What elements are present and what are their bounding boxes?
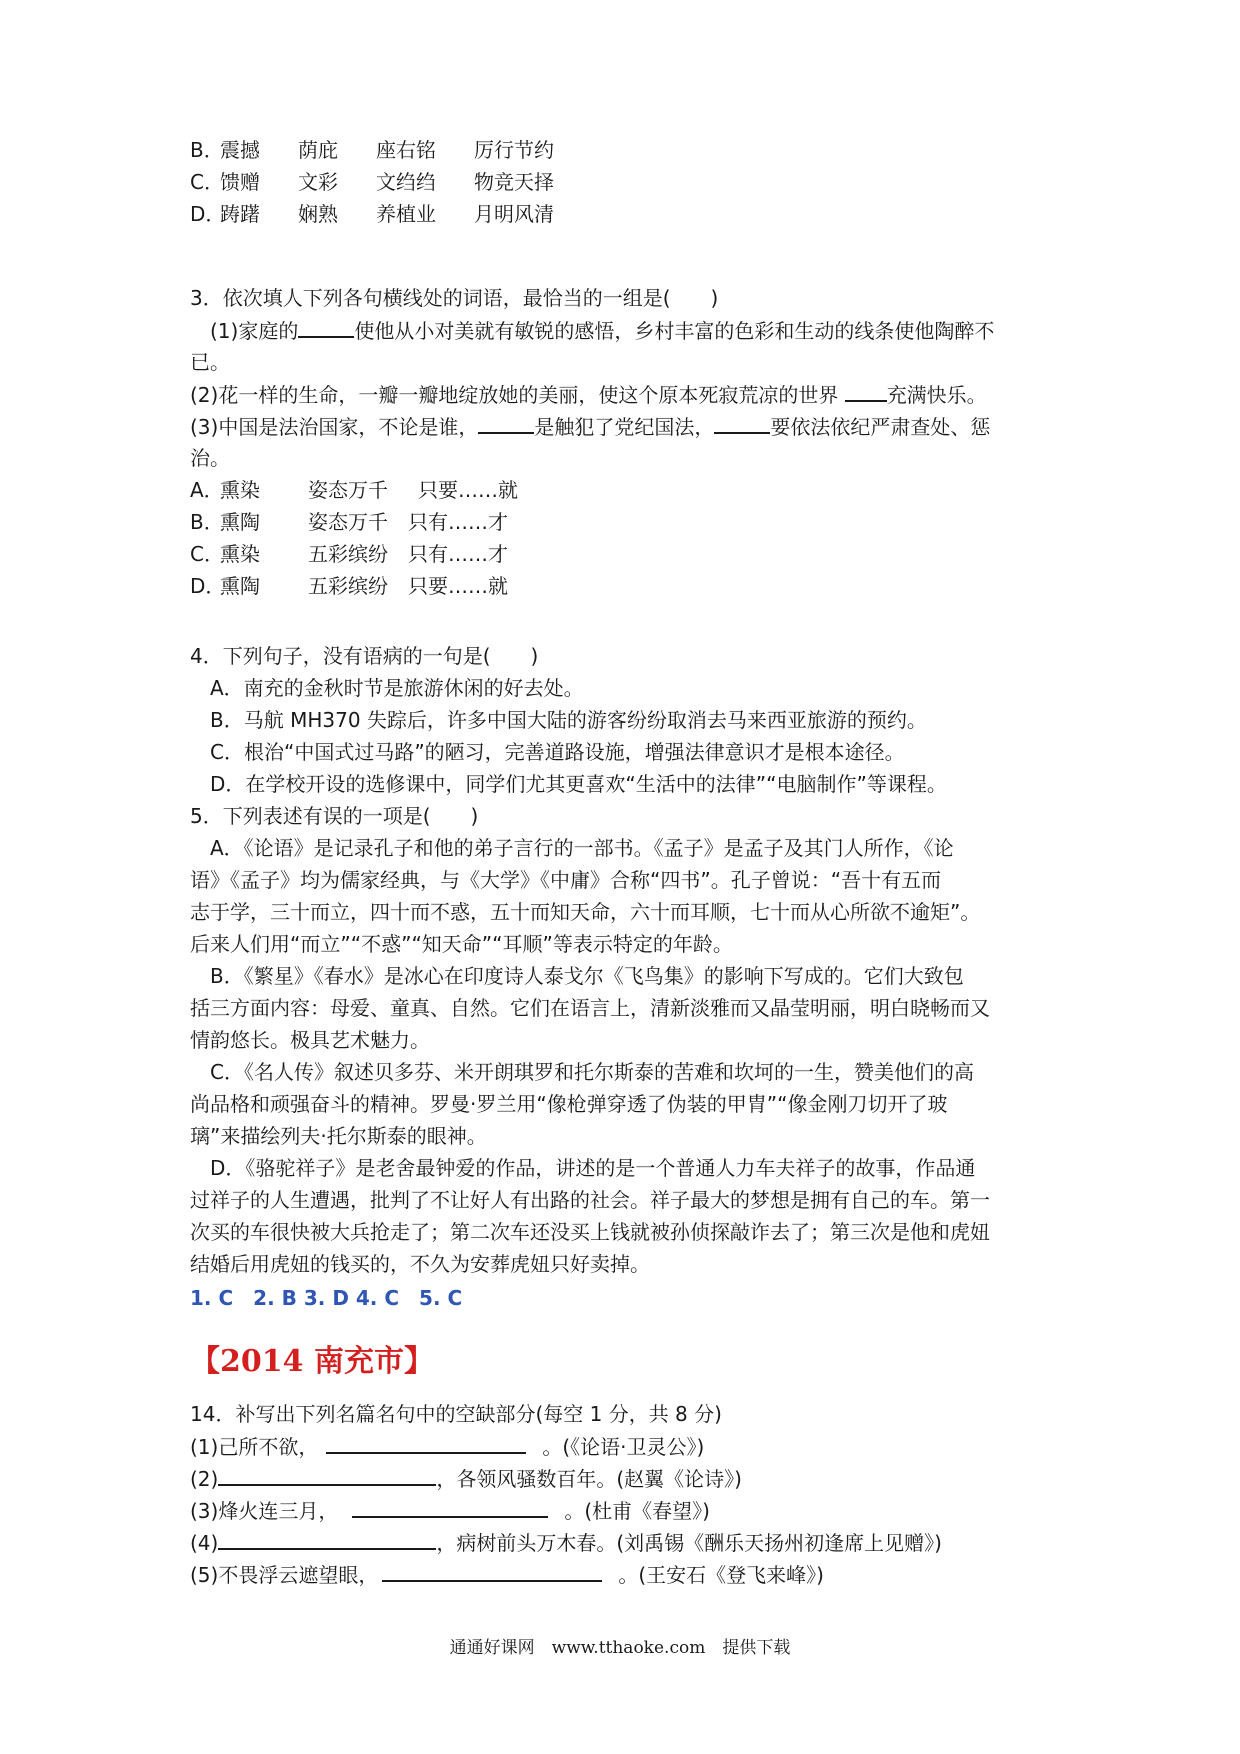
q5-line: 次买的车很快被大兵抢走了；第二次车还没买上钱就被孙侦探敲诈去了；第三次是他和虎妞: [190, 1220, 990, 1244]
q3-option-a: A．熏染 姿态万千 只要……就: [190, 478, 518, 502]
q14-item-5: (5)不畏浮云遮望眼， 。(王安石《登飞来峰》): [190, 1558, 824, 1591]
q4-option-a: A．南充的金秋时节是旅游休闲的好去处。: [210, 676, 584, 700]
q4-stem: 4．下列句子，没有语病的一句是( ): [190, 644, 539, 668]
q3-stem: 3．依次填人下列各句横线处的词语，最恰当的一组是( ): [190, 286, 719, 310]
section-title: 【2014 南充市】: [190, 1344, 434, 1379]
q4-option-b: B．马航 MH370 失踪后，许多中国大陆的游客纷纷取消去马来西亚旅游的预约。: [210, 708, 927, 732]
q14-item-3: (3)烽火连三月， 。(杜甫《春望》): [190, 1494, 710, 1527]
q3-sentence-3: (3)中国是法治国家，不论是谁， 是触犯了党纪国法， 要依法依纪严肃查处、惩: [190, 410, 990, 443]
q3-sentence-3-cont: 治。: [190, 446, 230, 470]
q3-option-c: C．熏染 五彩缤纷 只有……才: [190, 542, 508, 566]
q5-stem: 5．下列表述有误的一项是( ): [190, 804, 479, 828]
q3-sentence-1-cont: 已。: [190, 350, 230, 374]
q4-option-c: C．根治“中国式过马路”的陋习，完善道路设施，增强法律意识才是根本途径。: [210, 740, 905, 764]
q5-line: D．《骆驼祥子》是老舍最钟爱的作品，讲述的是一个普通人力车夫祥子的故事，作品通: [210, 1156, 976, 1180]
answer-key: 1. C 2. B 3. D 4. C 5. C: [190, 1286, 463, 1310]
q14-item-4: (4) ，病树前头万木春。(刘禹锡《酬乐天扬州初逢席上见赠》): [190, 1526, 942, 1559]
q3-sentence-2: (2)花一样的生命，一瓣一瓣地绽放她的美丽，使这个原本死寂荒凉的世界 充满快乐。: [190, 378, 987, 411]
fill-blank[interactable]: [218, 1462, 436, 1486]
fill-blank[interactable]: [326, 1430, 526, 1454]
q2-option-c: C．馈赠 文彩 文绉绉 物竞天择: [190, 170, 554, 194]
fill-blank[interactable]: [478, 410, 534, 434]
q14-stem: 14．补写出下列名篇名句中的空缺部分(每空 1 分，共 8 分): [190, 1402, 722, 1426]
q5-line: 尚品格和顽强奋斗的精神。罗曼·罗兰用“像枪弹穿透了伪装的甲胄”“像金刚刀切开了玻: [190, 1092, 948, 1116]
q5-line: 情韵悠长。极具艺术魅力。: [190, 1028, 430, 1052]
fill-blank[interactable]: [218, 1526, 436, 1550]
q5-line: 过祥子的人生遭遇，批判了不让好人有出路的社会。祥子最大的梦想是拥有自己的车。第一: [190, 1188, 990, 1212]
q5-line: 语》《孟子》均为儒家经典，与《大学》《中庸》合称“四书”。孔子曾说：“吾十有五而: [190, 868, 942, 892]
q3-option-d: D．熏陶 五彩缤纷 只要……就: [190, 574, 508, 598]
q5-line: B．《繁星》《春水》是冰心在印度诗人泰戈尔《飞鸟集》的影响下写成的。它们大致包: [210, 964, 964, 988]
q14-item-1: (1)己所不欲， 。(《论语·卫灵公》): [190, 1430, 704, 1463]
fill-blank[interactable]: [382, 1558, 602, 1582]
q4-option-d: D．在学校开设的选修课中，同学们尤其更喜欢“生活中的法律”“电脑制作”等课程。: [210, 772, 947, 796]
fill-blank[interactable]: [845, 378, 887, 402]
q2-option-b: B．震撼 荫庇 座右铭 厉行节约: [190, 138, 554, 162]
page-footer: 通通好课网 www.tthaoke.com 提供下载: [449, 1638, 791, 1658]
q5-line: 志于学，三十而立，四十而不惑，五十而知天命，六十而耳顺，七十而从心所欲不逾矩”。: [190, 900, 981, 924]
q14-item-2: (2) ，各领风骚数百年。(赵翼《论诗》): [190, 1462, 742, 1495]
q3-sentence-1: (1)家庭的 使他从小对美就有敏锐的感悟，乡村丰富的色彩和生动的线条使他陶醉不: [210, 314, 994, 347]
q3-option-b: B．熏陶 姿态万千 只有……才: [190, 510, 508, 534]
q5-line: 括三方面内容：母爱、童真、自然。它们在语言上，清新淡雅而又晶莹明丽，明白晓畅而又: [190, 996, 990, 1020]
fill-blank[interactable]: [352, 1494, 548, 1518]
q2-option-d: D．踌躇 娴熟 养植业 月明风清: [190, 202, 554, 226]
q5-line: 璃”来描绘列夫·托尔斯泰的眼神。: [190, 1124, 487, 1148]
q5-line: C．《名人传》叙述贝多芬、米开朗琪罗和托尔斯泰的苦难和坎坷的一生，赞美他们的高: [210, 1060, 974, 1084]
fill-blank[interactable]: [298, 314, 354, 338]
q5-line: 后来人们用“而立”“不惑”“知天命”“耳顺”等表示特定的年龄。: [190, 932, 733, 956]
q5-line: 结婚后用虎妞的钱买的，不久为安葬虎妞只好卖掉。: [190, 1252, 650, 1276]
q5-line: A．《论语》是记录孔子和他的弟子言行的一部书。《孟子》是孟子及其门人所作，《论: [210, 836, 954, 860]
fill-blank[interactable]: [714, 410, 770, 434]
